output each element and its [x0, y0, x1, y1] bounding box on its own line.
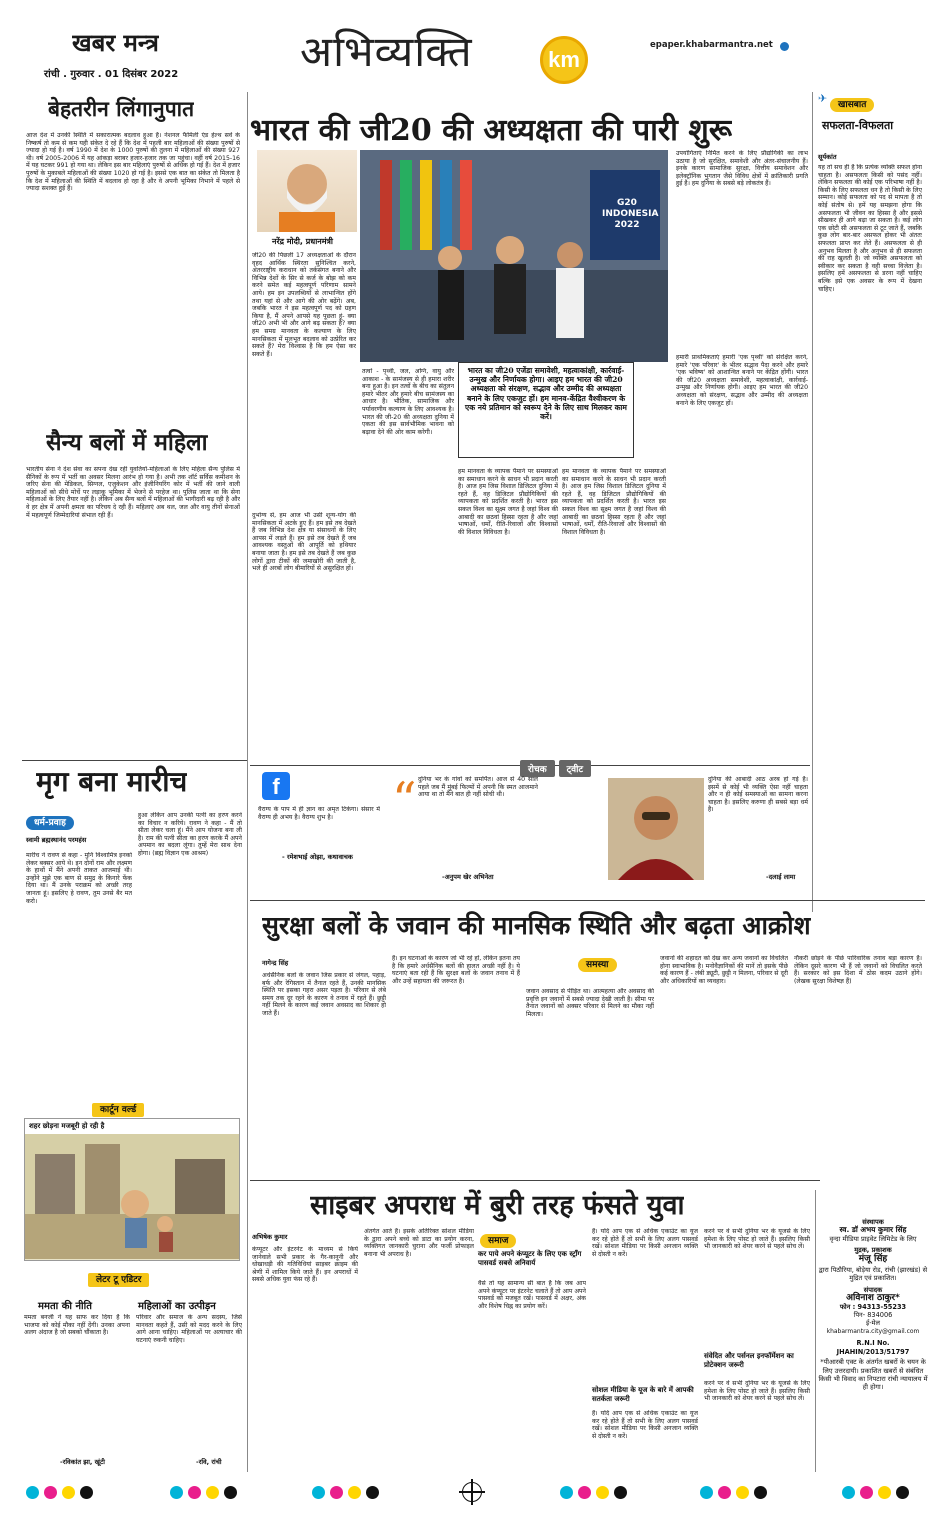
yellow-dot — [736, 1486, 749, 1499]
article-title-marich: मृग बना मारीच — [36, 765, 188, 798]
cyber-col-4b: हैं। यदि आप एक से अधिक एकाउंट का यूज कर रहे होते हैं तो सभी के लिए अलग पासवर्ड रखें। सोशल मीडिया पर किसी अनजान व्यक्ति से दोस्ती न करें। — [592, 1410, 698, 1440]
magenta-dot — [578, 1486, 591, 1499]
imprint — [818, 1218, 928, 1392]
yellow-dot — [348, 1486, 361, 1499]
imprint-email-label: ई-मेल — [865, 1319, 881, 1328]
yellow-dot — [62, 1486, 75, 1499]
dharm-tag-label: धर्म-प्रवाह — [26, 816, 74, 830]
section-title: अभिव्यक्ति — [300, 27, 473, 76]
imprint-rni-no: JHAHIN/2013/51797 — [836, 1347, 910, 1356]
right-body: यह तो सच ही है कि प्रत्येक व्यक्ति सफल होना चाहता है। असफलता किसी को पसंद नहीं। लेकिन सफलता की कोई एक परिभाषा नहीं है। किसी के लिए सफलता धन है तो किसी के लिए सम्मान। कोई सफलता को पद से मापता है तो कोई संतोष से। हमें यह समझना होगा कि असफलता भी जीवन का हिस्सा है और इससे सीखकर ही आगे बढ़ा जा सकता है। कई लोग एक छोटी सी असफलता से टूट जाते हैं, जबकि कुछ लोग बार-बार असफल होकर भी अंततः सफलता प्राप्त कर लेते हैं। असफलता से ही अनुभव मिलता है और अनुभव से ही सफलता की राह खुलती है। जो व्यक्ति असफलता को स्वीकार कर सकता है वही सच्चा विजेता है। इसलिए हमें असफलता से डरना नहीं चाहिए बल्कि इसे एक अवसर के रूप में देखना चाहिए। — [818, 164, 922, 293]
imprint-editor: अविनाश ठाकुर* — [846, 1293, 900, 1304]
g20-photo — [360, 150, 668, 362]
security-col-1: अर्धसैनिक बलों के जवान जिस प्रकार से जंगल, पहाड़, बर्फ और रेगिस्तान में तैनात रहते हैं, उनकी मानसिक स्थिति पर इसका गहरा असर पड़ता है। परिवार से लंबे समय तक दूर रहने के कारण वे तनाव में रहते हैं। छुट्टी नहीं मिलने के कारण कई जवान अवसाद का शिकार हो जाते हैं। — [262, 972, 386, 1017]
dalai-lama-photo — [608, 778, 704, 880]
cyber-headline: साइबर अपराध में बुरी तरह फंसते युवा — [310, 1190, 685, 1221]
article-body-sex-ratio: आज देश में उनकी स्थिति में सकारात्मक बदलाव हुआ है। नेशनल फैमिली एंड हेल्थ सर्वे के निष्कर्ष तो कम से कम यही संकेत दे रहे हैं कि देश में पहली बार महिलाओं की संख्या पुरुषों से ज्यादा हो गई है। वर्ष 1990 में देश के 1000 पुरुषों की तुलना में महिलाओं की संख्या 927 थी। वर्ष 2005-2006 में यह आंकड़ा बराबर हजार-हजार तक जा पहुंचा। वहीं वर्ष 2015-16 में यह घटकर 991 हो गया था। लेकिन इस बार महिलाएं पुरुषों से अधिक हो गई हैं। देश में हजार पुरुषों के मुकाबले महिलाओं की संख्या 1020 हो गई है। इससे एक बात का संकेत तो मिलता है कि देश में महिलाओं की स्थिति में बदलाव हो रहा है और वे अपनी भूमिका निभाने में पहले से ज्यादा सशक्त हुई हैं। — [26, 132, 240, 193]
cyan-dot — [700, 1486, 713, 1499]
magenta-dot — [44, 1486, 57, 1499]
cyan-dot — [312, 1486, 325, 1499]
cartoon-illustration — [25, 1134, 240, 1259]
imprint-note: *पीआरबी एक्ट के अंतर्गत खबरों के चयन के लिए उत्तरदायी। प्रकाशित खबरों से संबंधित किसी भी विवाद का निपटारा रांची न्यायालय में ही होगा। — [818, 1358, 928, 1392]
article-body-women-army: भारतीय सेना ने देश सेवा का सपना देख रही युवतियों-महिलाओं के लिए महिला सैन्य पुलिस में सैनिकों के रूप में भर्ती का अवसर मिलना आरंभ हो गया है। अभी तक शॉर्ट सर्विस कमीशन के जरिए सेना की मेडिकल, सिग्नल, एजुकेशन और इंजीनियरिंग कोर में भर्ती की जाने वाली महिलाओं को सीधे मोर्चे पर लड़ाकू भूमिका में भेजने से परहेज था। पुलिस जाता था कि सेना महिलाओं के लिए तैयार नहीं है। लेकिन अब सैन्य बलों में महिलाओं की भागीदारी बढ़ रही है और वे हर क्षेत्र में अपनी क्षमता का परिचय दे रही हैं। महिलाएं अब थल, जल और वायु तीनों सेनाओं में महत्वपूर्ण जिम्मेदारियां संभाल रही हैं। — [26, 466, 240, 519]
imprint-label: संस्थापक — [862, 1218, 884, 1226]
divider — [815, 1190, 816, 1472]
right-title: सफलता-विफलता — [822, 119, 894, 132]
samasya-tag — [578, 952, 617, 971]
right-byline: सूर्यकांत — [818, 153, 837, 161]
imprint-publisher-text: वृन्दा मीडिया प्राइवेट लिमिटेड के लिए — [829, 1234, 917, 1243]
cyber-subhead-3: संवेदित और पर्सनल इनफॉर्मेशन का प्रोटेक्शन जरूरी — [704, 1352, 794, 1369]
article-body-marich: मारीच ने रावण से कहा - मुनि विश्वामित्र इनको लेकर बक्सर आये थे। इन दोनों राम और लक्ष्मण के हाथों में मैंने अपनी ताकत आजमाई थी। उन्होंने मुझे एक बाण से समुद्र के किनारे फेंक दिया था। मैं उनके पराक्रम को अच्छी तरह जानता हूं। इसलिए हे रावण, तुम उनसे बैर मत करो। — [26, 852, 132, 905]
samaj-tag — [480, 1228, 516, 1247]
cyber-col-4: हैं। यदि आप एक से अधिक एकाउंट का यूज कर रहे होते हैं तो सभी के लिए अलग पासवर्ड रखें। सोशल मीडिया पर किसी अनजान व्यक्ति से दोस्ती न करें। — [592, 1228, 698, 1258]
security-col-4: जवानों की शहादत को देख कर अन्य जवानों का विचलित होना स्वाभाविक है। मनोवैज्ञानिकों की मानें तो इसके पीछे कई कारण हैं - लंबी ड्यूटी, छुट्टी न मिलना, परिवार से दूरी और अधिकारियों का व्यवहार। — [660, 955, 788, 985]
cyber-col-2: अंतर्गत आते हैं। इसके अतिरिक्त सोशल मीडिया के द्वारा अपने बच्चे को डाटा का प्रयोग करना, व्यक्तिगत जानकारी चुराना और फर्जी प्रोफाइल बनाना भी अपराध है। — [364, 1228, 474, 1258]
divider — [812, 92, 813, 912]
pull-quote-text: भारत का जी20 एजेंडा समावेशी, महत्वाकांक्षी, कार्रवाई-उन्मुख और निर्णायक होगा। आइए हम भारत की जी20 अध्यक्षता को संरक्षण, सद्भाव और उम्मीद की अध्यक्षता बनाने के लिए एकजुट हों। हम मानव-केंद्रित वैश्वीकरण के एक नये प्रतिमान को स्वरूप देने के लिए साथ मिलकर काम करें। — [465, 366, 627, 422]
rochak-tag: रोचक — [520, 760, 555, 777]
epaper-link[interactable]: epaper.khabarmantra.net — [650, 40, 773, 50]
cyan-dot — [26, 1486, 39, 1499]
imprint-rni: R.N.I No. — [856, 1339, 890, 1348]
tweet-3-byline: -दलाई लामा — [766, 873, 796, 881]
black-dot — [896, 1486, 909, 1499]
divider — [250, 900, 925, 901]
magenta-dot — [188, 1486, 201, 1499]
letter-2-title: महिलाओं का उत्पीड़न — [138, 1301, 216, 1312]
tweet-tag: ट्वीट — [559, 760, 591, 777]
g20-col-5: उपयोगिताएं निर्मित करने के लिए प्रौद्योगिकी का लाभ उठाया है जो सुरक्षित, समावेशी और अंतर-संचालनीय हैं। इनके कारण सामाजिक सुरक्षा, वित्तीय समावेशन और इलेक्ट्रॉनिक भुगतान जैसे विविध क्षेत्रों में क्रांतिकारी प्रगति हुई है। हम दुनिया के सबसे बड़े लोकतंत्र हैं। — [676, 150, 808, 188]
tweet-tags — [520, 760, 591, 777]
g20-col-3: तत्वों - पृथ्वी, जल, अग्नि, वायु और आकाश - के सामंजस्य से ही हमारा शरीर बना हुआ है। इन तत्वों के बीच का संतुलन हमारे भीतर और हमारे बीच सामंजस्य का आधार है। भौतिक, सामाजिक और पर्यावरणीय कल्याण के लिए आवश्यक है। भारत की जी-20 की अध्यक्षता दुनिया में एकता की इस सार्वभौमिक भावना को बढ़ावा देने की ओर काम करेगी। — [362, 368, 454, 436]
tweet-2: दुनिया भर के गांवों को समर्पित। आज से 40 साल पहले जब मैं मुंबई फिल्मों में अपनी कि स्मत आजमाने आया था तो मैंने बात ही नहीं सोची थी। — [418, 776, 538, 799]
crosshair-icon — [462, 1482, 482, 1502]
black-dot — [224, 1486, 237, 1499]
imprint-pin: पिन- 834006 — [853, 1311, 893, 1320]
black-dot — [80, 1486, 93, 1499]
g20-col-4b: हम मानवता के व्यापक पैमाने पर समस्याओं का समाधान करने के साधन भी प्रदान करती है। आज हम जिस विशाल डिजिटल दुनिया में रहते हैं, वह डिजिटल प्रौद्योगिकियों की व्यापकता को प्रदर्शित करती है। भारत इस सकल विश्व का सूक्ष्म जगत है जहां विश्व की आबादी का छठवां हिस्सा रहता है और जहां भाषाओं, धर्मों, रीति-रिवाजों और विश्वासों की विशाल विविधता है। — [458, 468, 558, 536]
divider — [250, 1180, 820, 1181]
tweet-1: वैराग्य के पाप में ही ज्ञान का अमृत टिकेगा। संसार में वैराग्य ही अभय है। वैराग्य शुभ है। — [258, 806, 380, 821]
black-dot — [754, 1486, 767, 1499]
dalai-lama-portrait — [608, 778, 704, 880]
tweet-1-byline: - रमेशभाई ओझा, कथावाचक — [282, 853, 353, 861]
khasbaat-tag-label: खासबात — [830, 98, 874, 112]
samaj-tag-label: समाज — [480, 1234, 516, 1248]
modi-caption: नरेंद्र मोदी, प्रधानमंत्री — [272, 237, 334, 246]
security-col-5: नौकरी छोड़ने के पीछे पारिवारिक तनाव बड़ा कारण है। लेकिन दूसरे कारण भी हैं जो जवानों को विचलित करते हैं। सरकार को इस दिशा में ठोस कदम उठाने होंगे। (लेखक सुरक्षा विशेषज्ञ हैं) — [794, 955, 922, 985]
article-title-women-army: सैन्य बलों में महिला — [46, 429, 208, 456]
cartoon-caption: शहर छोड़ना मजबूरी हो रही है — [25, 1119, 239, 1134]
cartoon-tag-label: कार्टून वर्ल्ड — [92, 1103, 144, 1117]
cyber-byline: अभिषेक कुमार — [252, 1233, 288, 1241]
g20-col-2: दुर्भाग्य से, हम आज भी उसी शून्य-योग की मानसिकता में अटके हुए हैं। हम इसे तब देखते हैं जब विभिन्न देश क्षेत्र या संसाधनों के लिए आपस में लड़ते हैं। हम इसे तब देखते हैं जब आवश्यक वस्तुओं की आपूर्ति को हथियार बनाया जाता है। हम इसे तब देखते हैं जब कुछ लोगों द्वारा टीकों की जमाखोरी की जाती है, भले ही अरबों लोग बीमारियों से असुरक्षित हों। — [252, 512, 356, 573]
article-body-marich-cont: हुआ लेकिन आप उनकी पत्नी का हरण करने का विचार न करिये। रावण ने कहा - मैं तो सीता लेकर चला हूं। मैंने आप योजना बना ली है। राम की पत्नी सीता का हरण करके मैं अपने अपमान का बदला लूंगा। तुम्हें मेरा साथ देना होगा। (ब्रह्म विज्ञान एक आश्रम) — [138, 812, 242, 857]
samasya-tag-label: समस्या — [578, 958, 617, 972]
imprint-label-2: मुद्रक, प्रकाशक — [854, 1246, 892, 1255]
letters-tag-label: लेटर टू एडिटर — [88, 1273, 149, 1287]
g20-col-6: हमारी प्राथमिकताएं हमारी 'एक पृथ्वी' को संरक्षित करने, हमारे 'एक परिवार' के भीतर सद्भाव पैदा करने और हमारे 'एक भविष्य' को आशान्वित बनाने पर केंद्रित होंगी। भारत की जी20 अध्यक्षता समावेशी, महत्वाकांक्षी, कार्रवाई-उन्मुख और निर्णायक होगी। आइए हम भारत की जी20 अध्यक्षता को संरक्षण, सद्भाव और उम्मीद की अध्यक्षता बनाने के लिए एकजुट हों। — [676, 354, 808, 407]
cyan-dot — [170, 1486, 183, 1499]
letter-1-title: ममता की नीति — [38, 1301, 92, 1312]
black-dot — [366, 1486, 379, 1499]
tweet-2-byline: -अनुपम खेर अभिनेता — [442, 873, 494, 881]
imprint-publisher: मंजू सिंह — [858, 1253, 888, 1264]
modi-portrait — [257, 150, 357, 232]
yellow-dot — [596, 1486, 609, 1499]
black-dot — [614, 1486, 627, 1499]
imprint-email: khabarmantra.city@gmail.com — [826, 1327, 920, 1335]
magenta-dot — [860, 1486, 873, 1499]
tweet-3: दुनिया की आबादी आठ अरब हो गई है। इसमें से कोई भी व्यक्ति ऐसा नहीं चाहता और न ही कोई समस्याओं का सामना करना चाहता है। इसलिए करुणा ही सबसे बड़ा धर्म है। — [708, 776, 808, 814]
security-col-2: हैं। इन घटनाओं के कारण जो भी रहे हों, लेकिन इतना तय है कि हमारे अर्धसैनिक बलों की हालत अच्छी नहीं है। ये घटनाएं बता रही हैं कि सुरक्षा बलों के जवान तनाव में हैं और उन्हें सहायता की जरूरत है। — [392, 955, 520, 985]
security-byline: नागेन्द्र सिंह — [262, 959, 289, 967]
magenta-dot — [330, 1486, 343, 1499]
cyber-col-5b: करने पर वे सभी दुनिया भर के यूजर्स के लिए हमेशा के लिए पोस्ट हो जाते हैं। इसलिए किसी भी जानकारी को शेयर करने से पहले सोच लें। — [704, 1380, 810, 1403]
g20-logo-text: G20 INDONESIA 2022 — [602, 198, 659, 230]
divider — [247, 92, 248, 1472]
cartoon-tag — [92, 1097, 144, 1116]
security-col-3: जवान अवसाद से पीड़ित था। आत्महत्या और अवसाद की प्रवृत्ति इन जवानों में सबसे ज्यादा देखी जाती है। सीमा पर तैनात जवानों को अक्सर परिवार से मिलने का मौका नहीं मिलता। — [526, 988, 654, 1018]
g20-col-1: जी20 की पिछली 17 अध्यक्षताओं के दौरान वृहद आर्थिक स्थिरता सुनिश्चित करने, अंतरराष्ट्रीय कराधान को तर्कसंगत बनाने और विभिन्न देशों के सिर से कर्ज के बोझ को कम करने समेत कई महत्वपूर्ण परिणाम सामने आये। हम इन उपलब्धियों से लाभान्वित होंगे तथा यहां से और आगे की ओर बढ़ेंगे। अब, जबकि भारत ने इस महत्वपूर्ण पद को ग्रहण किया है, मैं अपने आपसे यह पूछता हूं- क्या जी20 अभी भी और आगे बढ़ सकता है? क्या हम समग्र मानवता के कल्याण के लिए मानसिकता में मूलभूत बदलाव को उत्प्रेरित कर सकते हैं? मेरा विश्वास है कि हम ऐसा कर सकते हैं। — [252, 252, 356, 358]
imprint-founder: स्व. डॉ अभय कुमार सिंह — [839, 1225, 907, 1235]
small-logo-icon — [780, 42, 789, 51]
magenta-dot — [718, 1486, 731, 1499]
yellow-dot — [206, 1486, 219, 1499]
cyan-dot — [842, 1486, 855, 1499]
letter-2-byline: -रवि, रांची — [196, 1458, 222, 1466]
plane-icon: ✈ — [818, 92, 828, 105]
masthead — [0, 0, 945, 84]
g20-col-4: हम मानवता के व्यापक पैमाने पर समस्याओं का समाधान करने के साधन भी प्रदान करती है। आज हम जिस विशाल डिजिटल दुनिया में रहते हैं, वह डिजिटल प्रौद्योगिकियों की व्यापकता को प्रदर्शित करती है। भारत इस सकल विश्व का सूक्ष्म जगत है जहां विश्व की आबादी का छठवां हिस्सा रहता है और जहां भाषाओं, धर्मों, रीति-रिवाजों और विश्वासों की विशाल विविधता है। — [562, 468, 666, 536]
footer-registration-marks — [0, 1478, 945, 1508]
cyber-col-3: वैसे तो यह सामान्य सी बात है कि जब आप अपने कंप्यूटर पर इंटरनेट चलाते हैं तो आप अपने पासवर्ड को मजबूत रखें। पासवर्ड में अक्षर, अंक और विशेष चिह्न का प्रयोग करें। — [478, 1280, 586, 1310]
facebook-icon: f — [262, 772, 290, 800]
dateline: रांची . गुरुवार . 01 दिसंबर 2022 — [44, 69, 179, 80]
cyber-subhead-2: सोशल मीडिया के यूज के बारे में आपकी सतर्कता जरूरी — [592, 1386, 694, 1403]
cyan-dot — [560, 1486, 573, 1499]
yellow-dot — [878, 1486, 891, 1499]
cyber-col-5: करने पर वे सभी दुनिया भर के यूजर्स के लिए हमेशा के लिए पोस्ट हो जाते हैं। इसलिए किसी भी जानकारी को शेयर करने से पहले सोच लें। — [704, 1228, 810, 1251]
g20-summit-scene — [360, 150, 668, 362]
km-logo-icon: km — [540, 36, 588, 84]
imprint-label-3: संपादक — [863, 1285, 883, 1294]
letter-1-byline: -रविकांत झा, खूंटी — [60, 1458, 105, 1466]
imprint-phone: फोन : 94313-55233 — [839, 1302, 907, 1311]
cartoon-box — [24, 1118, 240, 1261]
cyber-subhead-1: कर पाये अपने कंप्यूटर के लिए एक स्ट्रॉंग पासवर्ड सबसे अनिवार्य — [478, 1250, 582, 1267]
khasbaat-tag — [830, 92, 874, 111]
pull-quote — [458, 362, 634, 458]
paper-logo: खबर मन्त्र — [72, 28, 159, 57]
modi-photo — [257, 150, 357, 232]
letter-2-body: परिवार और समाज के अन्य सदस्य, जिसे मानवता कहते हैं, उसी को मदद करने के लिए आगे आना चाहिए। महिलाओं पर अत्याचार की घटनाएं रुकनी चाहिए। — [136, 1314, 242, 1344]
g20-headline: भारत की जी20 की अध्यक्षता की पारी शुरू — [250, 113, 733, 148]
letter-1-body: ममता बनर्जी ने यह साफ कर दिया है कि भाजपा को कोई मौका नहीं देंगी। उनका अपना अलग अंदाज है जो सबको चौंकाता है। — [24, 1314, 130, 1337]
divider — [22, 760, 247, 761]
letters-tag — [88, 1267, 149, 1286]
article-title-sex-ratio: बेहतरीन लिंगानुपात — [48, 96, 195, 121]
security-headline: सुरक्षा बलों के जवान की मानसिक स्थिति और बढ़ता आक्रोश — [262, 911, 811, 940]
byline-swami: स्वामी ब्रह्मस्थानंद परमहंस — [26, 836, 87, 844]
imprint-address: द्वारा पिठौरिया, बोड़ेया रोड, रांची (झारखंड) से मुद्रित एवं प्रकाशित। — [818, 1266, 928, 1283]
dharm-tag — [26, 810, 74, 829]
quote-mark-icon: “ — [392, 772, 417, 828]
cyber-col-1: कंप्यूटर और इंटरनेट के माध्यम से किये जानेवाले सभी प्रकार के गैर-कानूनी और धोखाधड़ी की गतिविधियां साइबर क्राइम की श्रेणी में शामिल किये जाते हैं। इन अपराधों में सबसे अधिक युवा फंस रहे हैं। — [252, 1246, 358, 1284]
